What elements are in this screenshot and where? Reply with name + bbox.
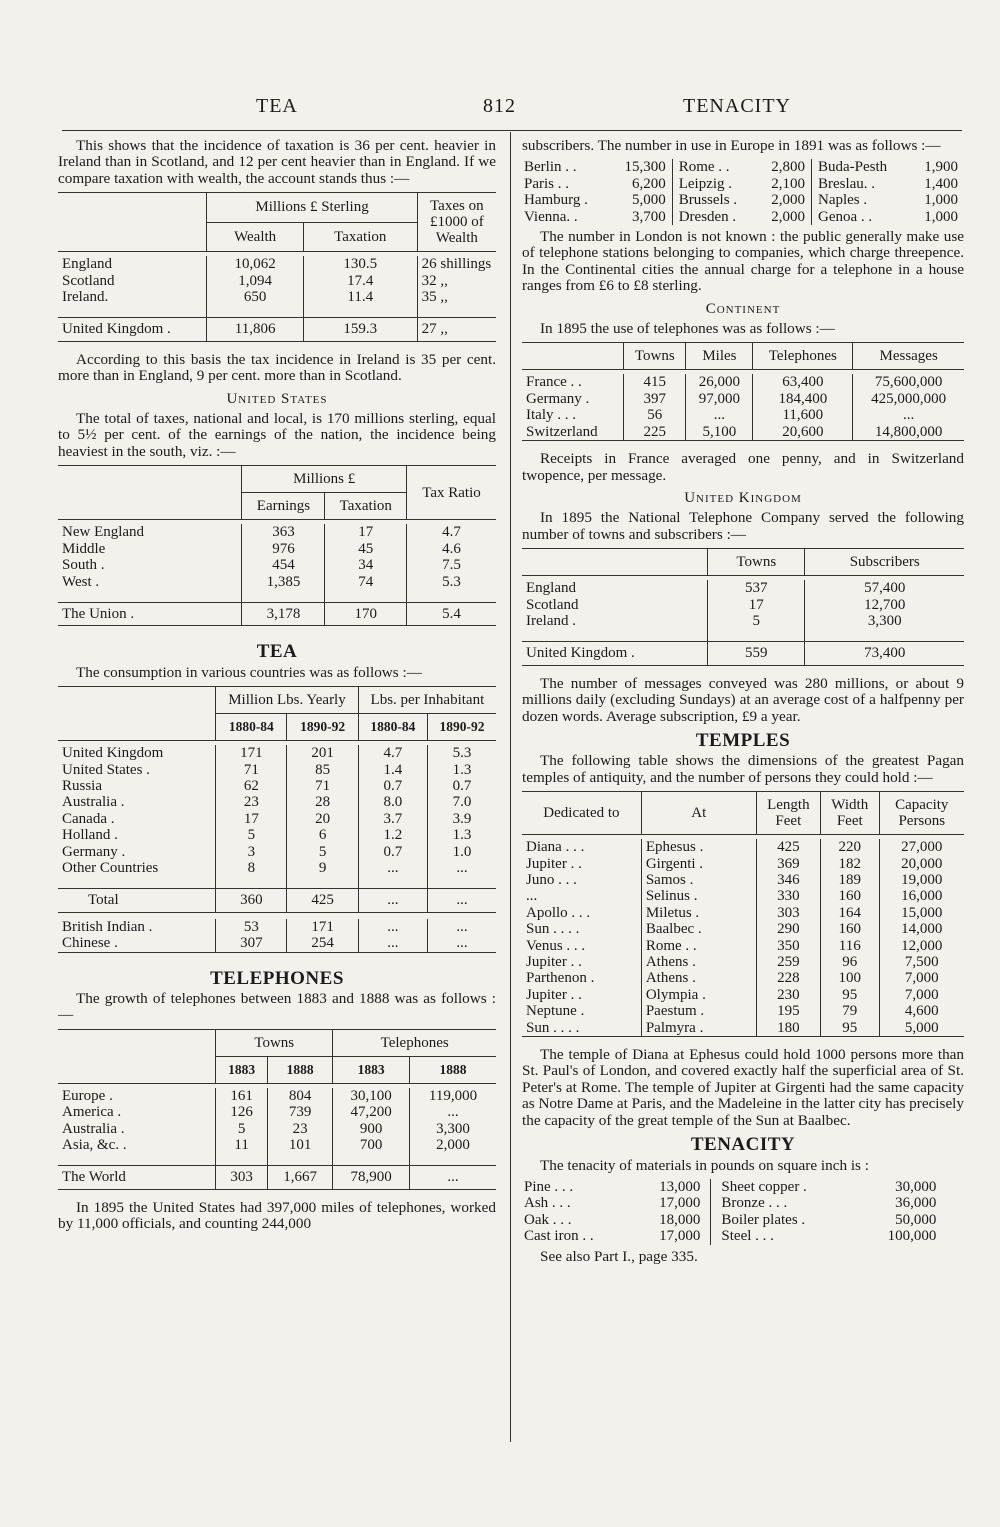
continent-table: Towns Miles Telephones Messages France . . 415 26,000 63,400 75,600,000 Germany . 397 97,000 184,400 425,000,000 Italy . . . 56 ... 11,600 ... Switzerland 225 5,100 20,600 14,800,000	[522, 342, 964, 441]
tea-group1-header: Million Lbs. Yearly	[216, 687, 359, 714]
diana-paragraph: The temple of Diana at Ephesus could hold 1000 persons more than St. Paul's of London, and covered exactly half the superficial area of St. Peter's at Rome. The temple of Jupiter at Girgenti had the same capacity as Notre Dame at Paris, and the Madeleine in the latter city has precisely the capacity of the great temple of the Sun at Baalbec.	[522, 1046, 964, 1129]
table-row: United Kingdom 171 201 4.7 5.3	[58, 745, 496, 761]
us-col-earnings: Earnings	[242, 493, 325, 520]
total-row: United Kingdom . 11,806 159.3 27 ,,	[58, 318, 496, 341]
continent-heading: Continent	[705, 300, 781, 317]
uk-intro: In 1895 the National Telephone Company served the following number of towns and subscribers :—	[522, 509, 964, 543]
table-row: Italy . . . 56 ... 11,600 ...	[522, 407, 964, 423]
table-row: Switzerland 225 5,100 20,600 14,800,000	[522, 424, 964, 441]
table-row: Jupiter . . Athens . 259 96 7,500	[522, 954, 964, 970]
tea-heading: TEA	[256, 641, 298, 663]
total-row: United Kingdom . 559 73,400	[522, 642, 964, 665]
table-row: Sun . . . . Baalbec . 290 160 14,000	[522, 921, 964, 937]
telephones-heading: TELEPHONES	[210, 967, 344, 989]
receipts-paragraph: Receipts in France averaged one penny, and in Switzerland twopence, per message.	[522, 450, 964, 484]
us-col-ratio: Tax Ratio	[407, 466, 497, 520]
table-row: France . . 415 26,000 63,400 75,600,000	[522, 374, 964, 390]
telephones-intro: The growth of telephones between 1883 and 1888 was as follows :—	[58, 990, 496, 1024]
temples-intro: The following table shows the dimensions of the greatest Pagan temples of antiquity, and the number of persons they could hold :—	[522, 752, 964, 786]
temples-table: Dedicated to At Length Feet Width Feet Capacity Persons Diana . . . Ephesus . 425 220 27,000 Jupiter . . Girgenti . 369 182 20,000 Juno . . . Samos . 346 189 19,000 ... Selinus . 330 160 16,000 Apollo . . . Miletus . 303 164 15,000 Sun . . . . Baalbec . 290 160 14,000 Venus . . . Rome . . 350 116 12,000 Jupiter . . Athens . 259 96 7,500 Parthenon . Athens . 228 100 7,000 Jupiter . . Olympia . 230 95 7,000 Neptune . Paestum . 195 79 4,600 Sun . . . . Palmyra . 180 95 5,000	[522, 791, 964, 1037]
right-column	[522, 138, 964, 1270]
table-row: Germany . 3 5 0.7 1.0	[58, 844, 496, 860]
table-row: Sun . . . . Palmyra . 180 95 5,000	[522, 1020, 964, 1037]
closing-paragraph: In 1895 the United States had 397,000 miles of telephones, worked by 11,000 officials, and counting 244,000	[58, 1198, 496, 1233]
material-row: Pine . . . 13,000 Sheet copper . 30,000	[524, 1178, 937, 1195]
table-row: Diana . . . Ephesus . 425 220 27,000	[522, 839, 964, 855]
table-row: Parthenon . Athens . 228 100 7,000	[522, 970, 964, 986]
city-row: Vienna. . 3,700 Dresden . 2,000 Genoa . . 1,000	[524, 208, 958, 225]
running-header-right: TENACITY	[683, 95, 791, 117]
wealth-table	[58, 192, 496, 342]
table-row: Juno . . . Samos . 346 189 19,000	[522, 872, 964, 888]
table-row: Ireland . 5 3,300	[522, 613, 964, 629]
uk-table: Towns Subscribers England 537 57,400 Scotland 17 12,700 Ireland . 5 3,300 United Kingdom . 559 73,400	[522, 548, 964, 666]
wealth-col-wealth: Wealth	[207, 222, 303, 252]
us-col-taxation: Taxation	[325, 493, 407, 520]
us-group-header: Millions £	[242, 466, 407, 493]
wealth-taxes-header: Taxes on £1000 of Wealth	[417, 193, 496, 252]
tenacity-heading: TENACITY	[690, 1134, 796, 1156]
table-row: New England 363 17 4.7	[58, 524, 496, 540]
tea-intro: The consumption in various countries was as follows :—	[76, 663, 422, 681]
material-row: Ash . . . 17,000 Bronze . . . 36,000	[524, 1195, 937, 1212]
wealth-col-taxation: Taxation	[303, 222, 417, 252]
tel-group1-header: Towns	[216, 1029, 333, 1056]
wealth-group-header: Millions £ Sterling	[207, 193, 417, 223]
column-divider	[510, 132, 511, 1442]
table-row: British Indian . 53 171 ... ...	[58, 919, 496, 935]
table-row: Ireland. 650 11.4 35 ,,	[58, 289, 496, 305]
total-row: The Union . 3,178 170 5.4	[58, 602, 496, 625]
table-row: Scotland 17 12,700	[522, 597, 964, 613]
page-number: 812	[483, 95, 516, 117]
uk-heading: United Kingdom	[684, 489, 802, 506]
table-row: ... Selinus . 330 160 16,000	[522, 888, 964, 904]
table-row: West . 1,385 74 5.3	[58, 574, 496, 590]
table-row: Holland . 5 6 1.2 1.3	[58, 827, 496, 843]
temples-heading: TEMPLES	[695, 729, 791, 751]
tea-table: Million Lbs. Yearly Lbs. per Inhabitant 1880-84 1890-92 1880-84 1890-92 United Kingdom 171 201 4.7 5.3 United States . 71 85 1.4 1.3 Russia 62 71 0.7 0.7 Australia . 23 28 8.0 7.0 Canada . 17 20 3.7 3.9 Holland . 5 6 1.2 1.3 Germany . 3 5 0.7 1.0 Other Countries 8 9 ... ... Total 360 425 ... ... British Indian . 53 171 ... ... Chinese . 307 254 ... ...	[58, 686, 496, 952]
table-row: Chinese . 307 254 ... ...	[58, 935, 496, 952]
table-row: Neptune . Paestum . 195 79 4,600	[522, 1003, 964, 1019]
table-row: Germany . 397 97,000 184,400 425,000,000	[522, 391, 964, 407]
table-row: Scotland 1,094 17.4 32 ,,	[58, 273, 496, 289]
see-also: See also Part I., page 335.	[540, 1247, 698, 1265]
us-intro: The total of taxes, national and local, is 170 millions sterling, equal to 5½ per cent. of the earnings of the nation, the incidence being heaviest in the south, viz. :—	[58, 410, 496, 460]
table-row: England 10,062 130.5 26 shillings	[58, 256, 496, 272]
table-row: Venus . . . Rome . . 350 116 12,000	[522, 938, 964, 954]
tea-group2-header: Lbs. per Inhabitant	[358, 687, 496, 714]
total-row: The World 303 1,667 78,900 ...	[58, 1166, 496, 1189]
table-row: Canada . 17 20 3.7 3.9	[58, 811, 496, 827]
running-header-left: TEA	[256, 95, 298, 117]
header-rule	[62, 130, 962, 131]
continent-intro: In 1895 the use of telephones was as follows :—	[540, 320, 835, 338]
table-row: Jupiter . . Olympia . 230 95 7,000	[522, 987, 964, 1003]
material-row: Cast iron . . 17,000 Steel . . . 100,000	[524, 1228, 937, 1245]
city-row: Hamburg . 5,000 Brussels . 2,000 Naples . 1,000	[524, 192, 958, 209]
table-row: Middle 976 45 4.6	[58, 541, 496, 557]
intro-paragraph: This shows that the incidence of taxation is 36 per cent. heavier in Ireland than in Scotland, and 12 per cent heavier than in England. If we compare taxation with wealth, the account stands thus :—	[58, 137, 496, 187]
table-row: England 537 57,400	[522, 580, 964, 596]
total-row: Total 360 425 ... ...	[58, 889, 496, 912]
table-row: Australia . 5 23 900 3,300	[58, 1121, 496, 1137]
table-row: United States . 71 85 1.4 1.3	[58, 762, 496, 778]
table-row: Jupiter . . Girgenti . 369 182 20,000	[522, 856, 964, 872]
city-row: Berlin . . 15,300 Rome . . 2,800 Buda-Pesth 1,900	[524, 159, 958, 176]
us-table	[58, 465, 496, 626]
tenacity-table	[522, 1179, 946, 1245]
london-paragraph: The number in London is not known : the public generally make use of telephone stations belonging to companies, which charge threepence. In the Continental cities the annual charge for a telephone in a house ranges from £6 to £8 sterling.	[522, 228, 964, 295]
table-row: America . 126 739 47,200 ...	[58, 1104, 496, 1120]
city-row: Paris . . 6,200 Leipzig . 2,100 Breslau. . 1,400	[524, 175, 958, 192]
table-row: Asia, &c. . 11 101 700 2,000	[58, 1137, 496, 1153]
table-row: Other Countries 8 9 ... ...	[58, 860, 496, 876]
tenacity-intro: The tenacity of materials in pounds on square inch is :	[540, 1156, 869, 1174]
table-row: Russia 62 71 0.7 0.7	[58, 778, 496, 794]
telephones-table: Towns Telephones 1883 1888 1883 1888 Europe . 161 804 30,100 119,000 America . 126 739 47,200 ... Australia . 5 23 900 3,300 Asia, &c. . 11 101 700 2,000 The World 303 1,667 78,900 ...	[58, 1029, 496, 1190]
us-heading: United States	[226, 390, 328, 407]
table-row: South . 454 34 7.5	[58, 557, 496, 573]
table-row: Apollo . . . Miletus . 303 164 15,000	[522, 905, 964, 921]
left-column	[58, 138, 496, 1238]
material-row: Oak . . . 18,000 Boiler plates . 50,000	[524, 1211, 937, 1228]
continued-paragraph: subscribers. The number in use in Europe in 1891 was as follows :—	[522, 137, 941, 154]
table-row: Europe . 161 804 30,100 119,000	[58, 1088, 496, 1104]
europe-cities-table	[522, 159, 964, 225]
tel-group2-header: Telephones	[333, 1029, 496, 1056]
table-row: Australia . 23 28 8.0 7.0	[58, 794, 496, 810]
after-wealth-paragraph: According to this basis the tax incidence in Ireland is 35 per cent. more than in England, 9 per cent. more than in Scotland.	[58, 350, 496, 385]
messages-paragraph: The number of messages conveyed was 280 millions, or about 9 millions daily (excluding Sundays) at an average cost of a halfpenny per dozen words. Average subscription, £9 a year.	[522, 674, 964, 725]
